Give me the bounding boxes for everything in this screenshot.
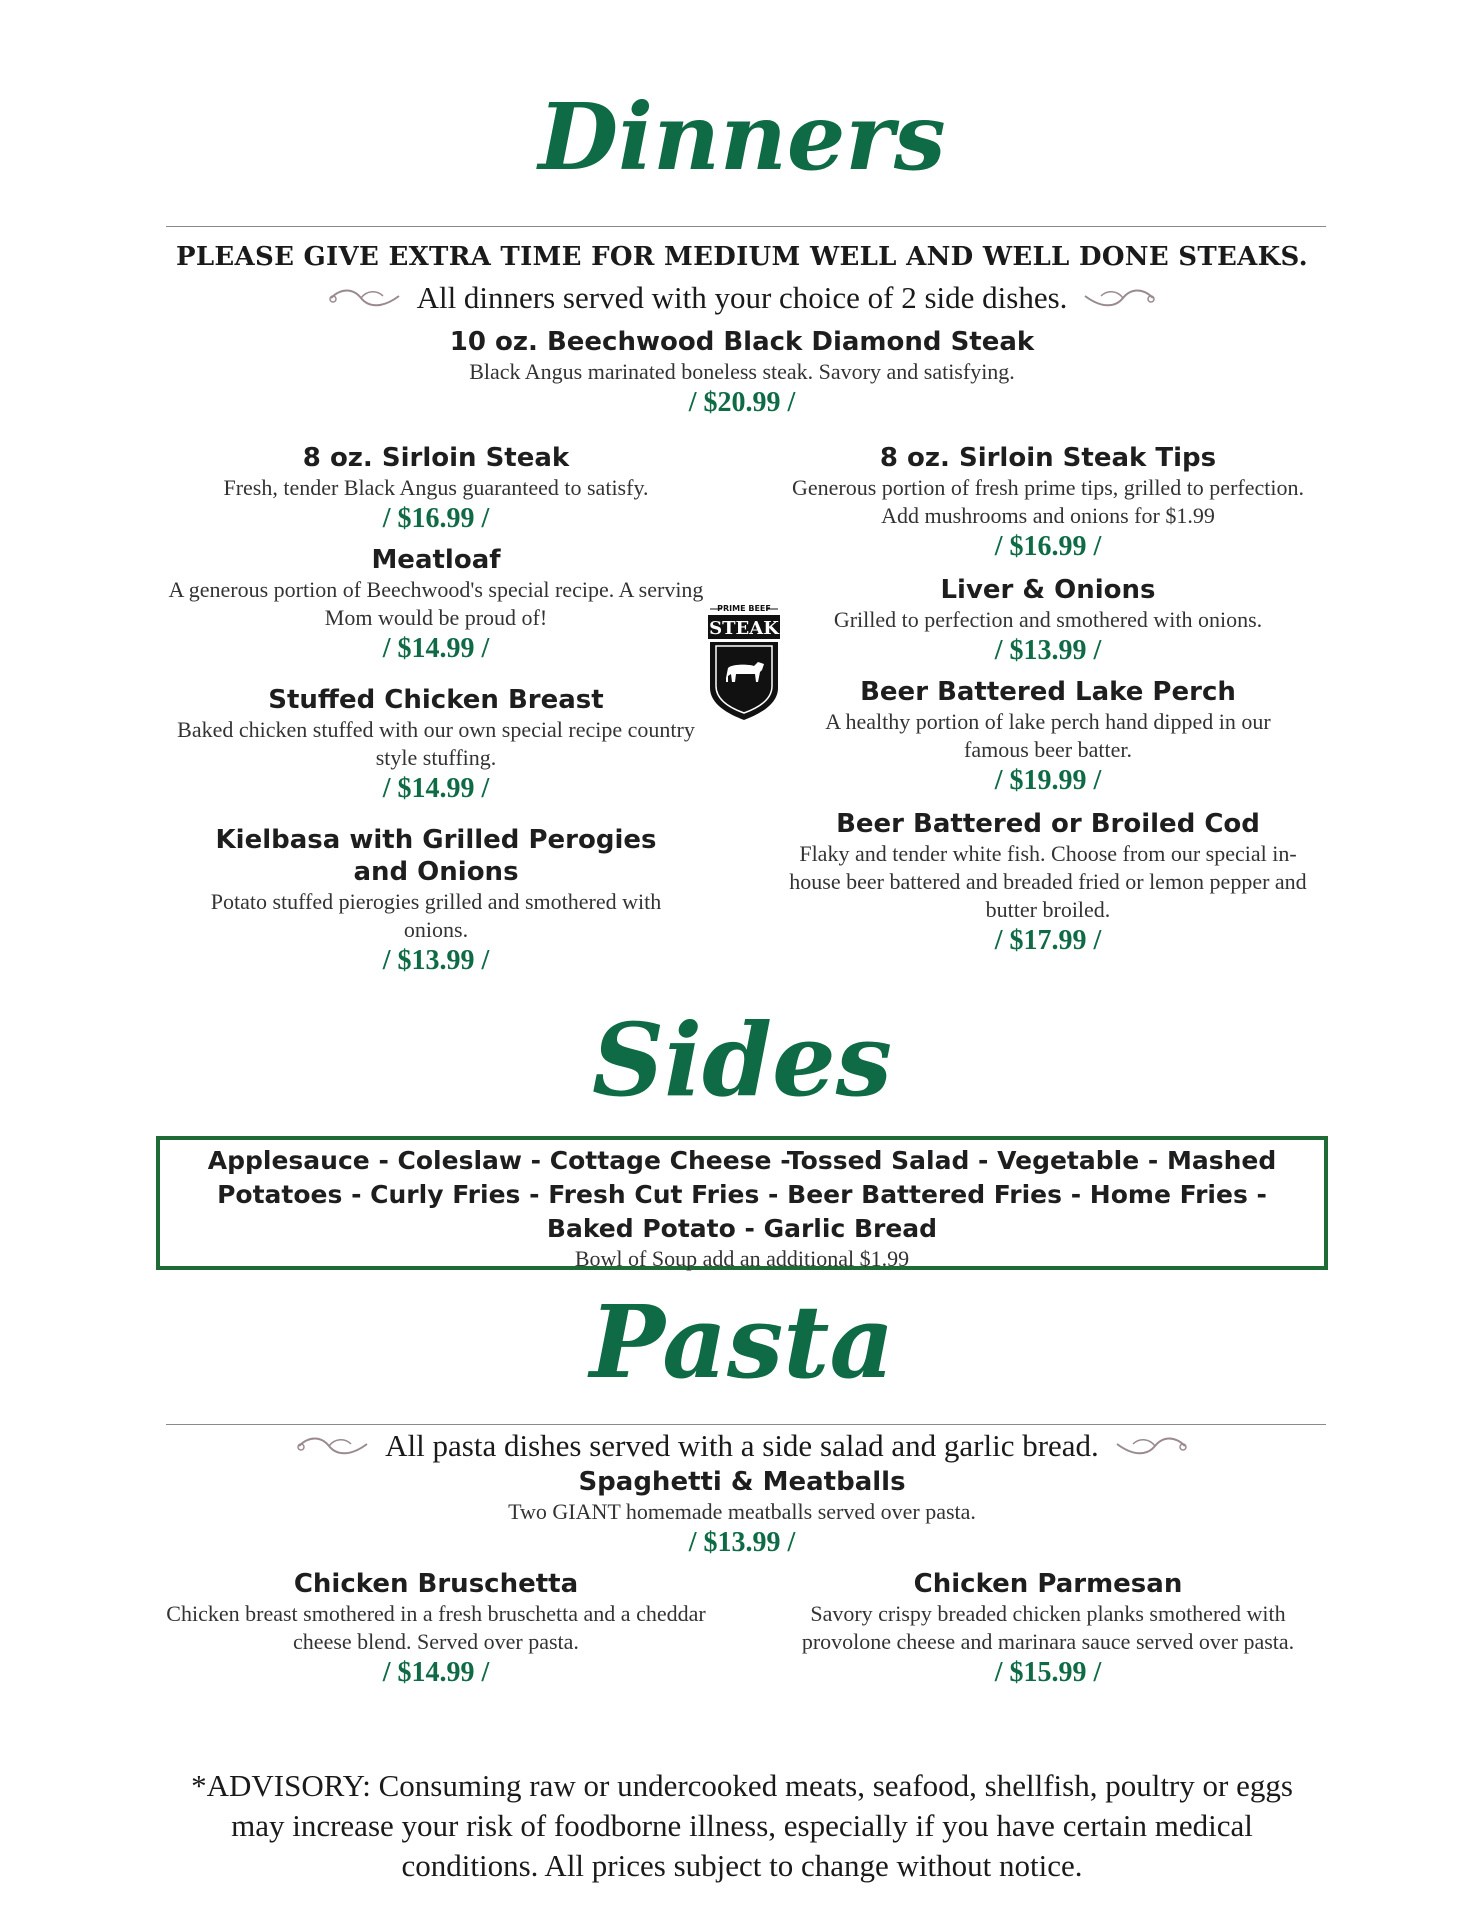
item-name: 10 oz. Beechwood Black Diamond Steak (449, 327, 1035, 357)
item-desc: Generous portion of fresh prime tips, grilled to perfection. Add mushrooms and onions for $1.99 (792, 475, 1304, 528)
menu-item-chicken-bruschetta (166, 1568, 706, 1690)
item-price: / $13.99 / (688, 1527, 796, 1558)
item-desc: Grilled to perfection and smothered with onions. (833, 607, 1263, 632)
item-desc: A healthy portion of lake perch hand dipped in our famous beer batter. (825, 709, 1271, 762)
item-price: / $14.99 / (382, 1657, 490, 1688)
item-desc: Baked chicken stuffed with our own special recipe country style stuffing. (177, 717, 695, 770)
flourish-right-icon (1081, 286, 1157, 310)
advisory-note: *ADVISORY: Consuming raw or undercooked meats, seafood, shellfish, poultry or eggs may increase your risk of foodborne illness, especially if you have certain medical conditions. All prices subject to change without notice. (191, 1768, 1293, 1883)
menu-item-meatloaf (166, 544, 706, 666)
item-desc: Potato stuffed pierogies grilled and smothered with onions. (210, 889, 662, 942)
menu-item-spaghetti (392, 1466, 1092, 1560)
pasta-title: Pasta (589, 1283, 895, 1401)
sides-note: Bowl of Soup add an additional $1.99 (574, 1246, 910, 1271)
steak-notice: PLEASE GIVE EXTRA TIME FOR MEDIUM WELL AND WELL DONE STEAKS. (175, 242, 1309, 272)
item-price: / $14.99 / (382, 773, 490, 804)
dinners-title: Dinners (538, 83, 946, 191)
item-price: / $13.99 / (994, 635, 1102, 666)
item-price: / $16.99 / (994, 531, 1102, 562)
sides-title: Sides (591, 1001, 893, 1119)
steak-badge-icon (706, 592, 782, 722)
item-price: / $20.99 / (688, 387, 796, 418)
dinners-divider (166, 226, 1326, 227)
item-price: / $13.99 / (382, 945, 490, 976)
menu-item-lake-perch (778, 676, 1318, 798)
menu-item-sirloin-tips (778, 442, 1318, 564)
item-desc: Fresh, tender Black Angus guaranteed to satisfy. (223, 475, 649, 500)
menu-item-kielbasa (196, 824, 676, 978)
item-name: Spaghetti & Meatballs (578, 1467, 906, 1497)
item-desc: Two GIANT homemade meatballs served over pasta. (508, 1499, 976, 1524)
menu-item-sirloin (166, 442, 706, 536)
item-name: Chicken Bruschetta (293, 1569, 579, 1599)
logo-label: STEAK (709, 618, 779, 639)
menu-item-cod (778, 808, 1318, 958)
item-name: Chicken Parmesan (913, 1569, 1183, 1599)
prime-beef-steak-logo (706, 592, 782, 722)
sides-list: Applesauce - Coleslaw - Cottage Cheese -Tossed Salad - Vegetable - Mashed Potatoes - Curly Fries - Fresh Cut Fries - Beer Battered Fries - Home Fries - Baked Potato - Garlic Bread (207, 1146, 1277, 1243)
item-name: Meatloaf (371, 545, 501, 575)
item-name: Beer Battered Lake Perch (860, 677, 1236, 707)
item-name: Stuffed Chicken Breast (268, 685, 604, 715)
logo-top-text: PRIME BEEF (717, 604, 771, 613)
dinners-subtitle-row (0, 278, 1484, 318)
item-name: 8 oz. Sirloin Steak Tips (879, 443, 1217, 473)
item-price: / $14.99 / (382, 633, 490, 664)
flourish-left-icon (327, 286, 403, 310)
item-price: / $19.99 / (994, 765, 1102, 796)
pasta-subtitle-row (0, 1424, 1484, 1468)
pasta-subtitle: All pasta dishes served with a side salad and garlic bread. (385, 1428, 1099, 1463)
menu-item-chicken-parmesan (778, 1568, 1318, 1690)
flourish-right-icon (1113, 1434, 1189, 1458)
item-desc: Flaky and tender white fish. Choose from our special in-house beer battered and breaded fried or lemon pepper and butter broiled. (789, 841, 1307, 922)
item-name: Kielbasa with Grilled Perogies and Onions (215, 825, 657, 887)
item-desc: Savory crispy breaded chicken planks smothered with provolone cheese and marinara sauce served over pasta. (801, 1601, 1295, 1654)
flourish-left-icon (295, 1434, 371, 1458)
dinners-subtitle: All dinners served with your choice of 2 side dishes. (416, 280, 1068, 315)
item-desc: Black Angus marinated boneless steak. Savory and satisfying. (469, 359, 1015, 384)
item-name: 8 oz. Sirloin Steak (302, 443, 570, 473)
item-price: / $15.99 / (994, 1657, 1102, 1688)
item-price: / $16.99 / (382, 503, 490, 534)
menu-item-featured-steak (392, 326, 1092, 420)
item-name: Beer Battered or Broiled Cod (836, 809, 1260, 839)
item-desc: Chicken breast smothered in a fresh bruschetta and a cheddar cheese blend. Served over pasta. (166, 1601, 706, 1654)
sides-box (156, 1136, 1328, 1270)
item-name: Liver & Onions (940, 575, 1156, 605)
item-price: / $17.99 / (994, 925, 1102, 956)
item-desc: A generous portion of Beechwood's special recipe. A serving Mom would be proud of! (168, 577, 704, 630)
menu-item-liver-onions (778, 574, 1318, 668)
menu-item-stuffed-chicken (166, 684, 706, 806)
